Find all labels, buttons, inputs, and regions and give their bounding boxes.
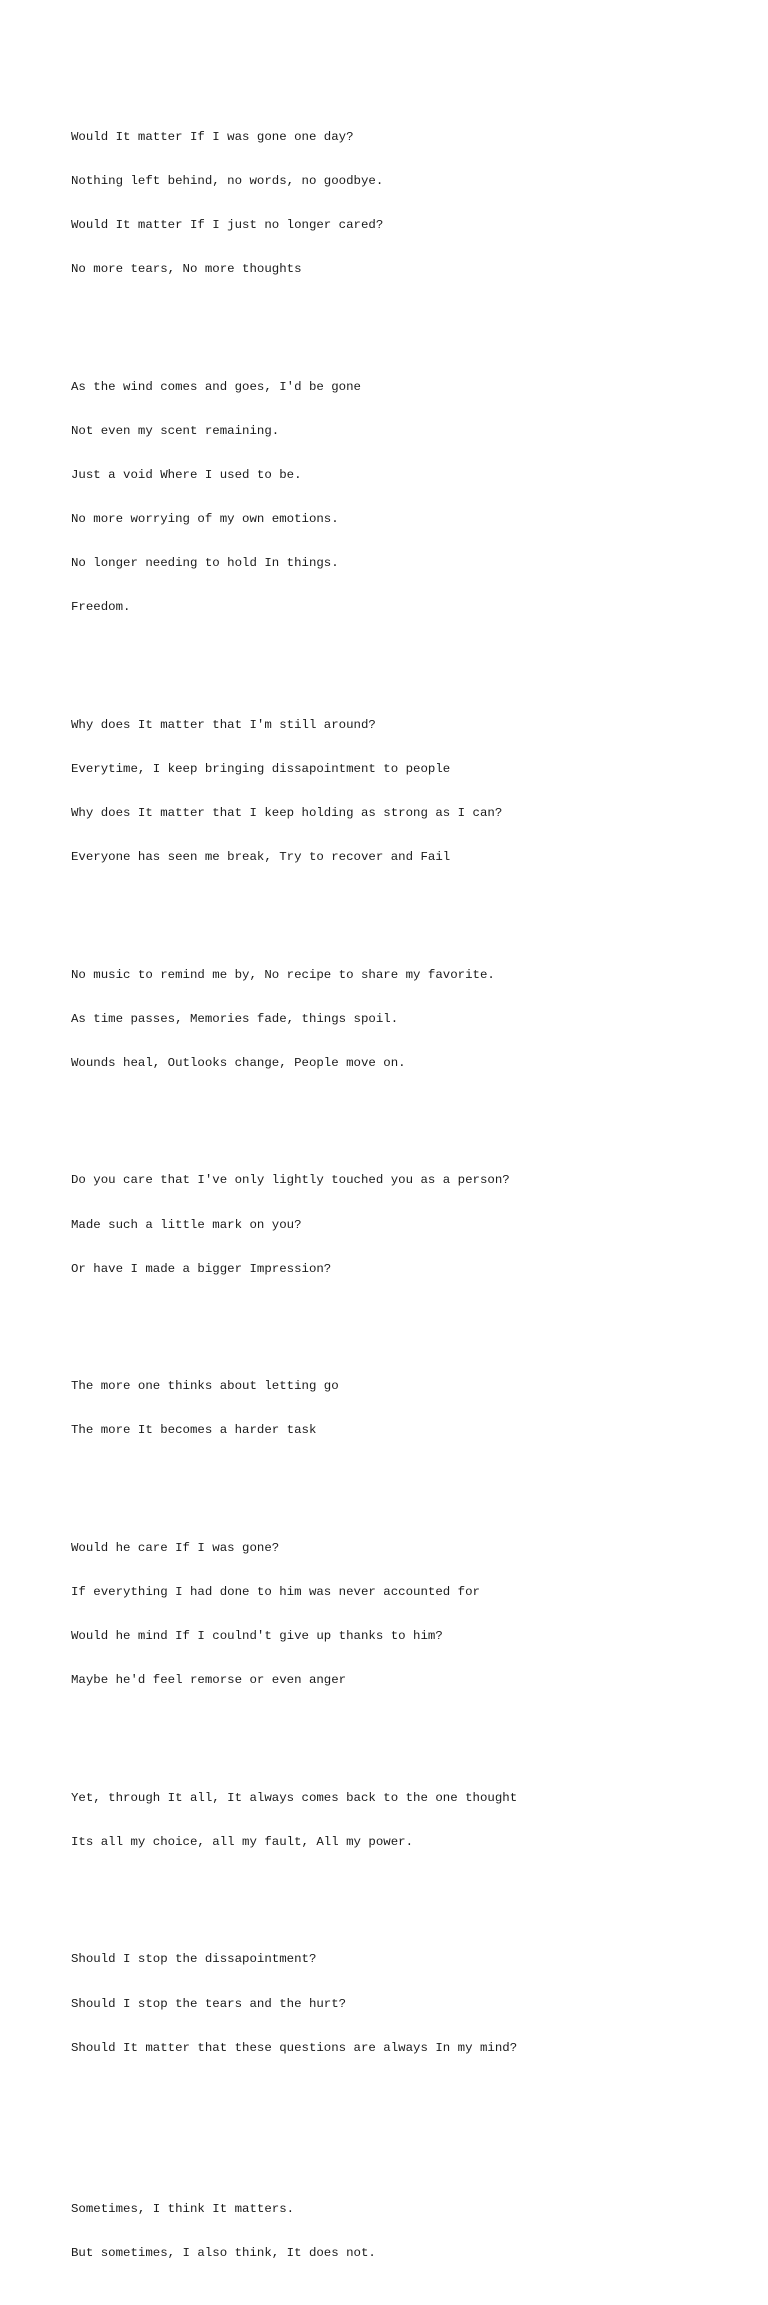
poem-line: Nothing left behind, no words, no goodbye. (71, 173, 384, 188)
poem-line: Maybe he'd feel remorse or even anger (71, 1673, 347, 1688)
poem-line: Or have I made a bigger Impression? (71, 1261, 332, 1276)
poem-line: If everything I had done to him was never accounted for (71, 1584, 480, 1599)
stanza-break (71, 894, 751, 909)
poem-line: Yet, through It all, It always comes back to the one thought (71, 1790, 518, 1805)
stanza-break (71, 306, 751, 321)
poem-line: Why does It matter that I keep holding as strong as I can? (71, 805, 503, 820)
poem-line: The more It becomes a harder task (71, 1423, 317, 1438)
poem-line: Should I stop the tears and the hurt? (71, 1996, 347, 2011)
poem-line: Freedom. (71, 600, 131, 615)
poem-line: The more one thinks about letting go (71, 1379, 339, 1394)
poem-line: Everytime, I keep bringing dissapointment to people (71, 761, 451, 776)
poem-line: Would he mind If I coulnd't give up thanks to him? (71, 1629, 443, 1644)
poem-line: No music to remind me by, No recipe to share my favorite. (71, 967, 495, 982)
stanza-break (71, 1100, 751, 1115)
stanza-break (71, 2129, 751, 2144)
stanza-break (71, 1717, 751, 1732)
poem-line: No more worrying of my own emotions. (71, 511, 339, 526)
poem-line: Its all my choice, all my fault, All my power. (71, 1834, 414, 1849)
poem-line: Sometimes, I think It matters. (71, 2202, 295, 2217)
poem-line: No more tears, No more thoughts (71, 262, 302, 277)
poem-line: Everyone has seen me break, Try to recover and Fail (71, 850, 451, 865)
poem-line: Do you care that I've only lightly touched you as a person? (71, 1173, 510, 1188)
poem-text (71, 71, 751, 2305)
poem-line: Wounds heal, Outlooks change, People move on. (71, 1055, 406, 1070)
poem-line: Should I stop the dissapointment? (71, 1952, 317, 1967)
poem-line: But sometimes, I also think, It does not. (71, 2246, 376, 2261)
poem-line: Should It matter that these questions are always In my mind? (71, 2040, 518, 2055)
stanza-break (71, 1879, 751, 1894)
poem-line: Made such a little mark on you? (71, 1217, 302, 1232)
stanza-break (71, 1306, 751, 1321)
poem-line: As the wind comes and goes, I'd be gone (71, 379, 361, 394)
poem-line: Would he care If I was gone? (71, 1540, 280, 1555)
poem-line: Why does It matter that I'm still around? (71, 717, 376, 732)
poem-line: Would It matter If I just no longer cared? (71, 218, 384, 232)
poem-line: No longer needing to hold In things. (71, 556, 339, 571)
stanza-break (71, 644, 751, 659)
poem-line: Just a void Where I used to be. (71, 467, 302, 482)
stanza-break (71, 1467, 751, 1482)
stanza-break (71, 2085, 751, 2100)
poem-line: Not even my scent remaining. (71, 423, 280, 438)
poem-line: As time passes, Memories fade, things spoil. (71, 1011, 399, 1026)
poem-line: Would It matter If I was gone one day? (71, 129, 354, 144)
